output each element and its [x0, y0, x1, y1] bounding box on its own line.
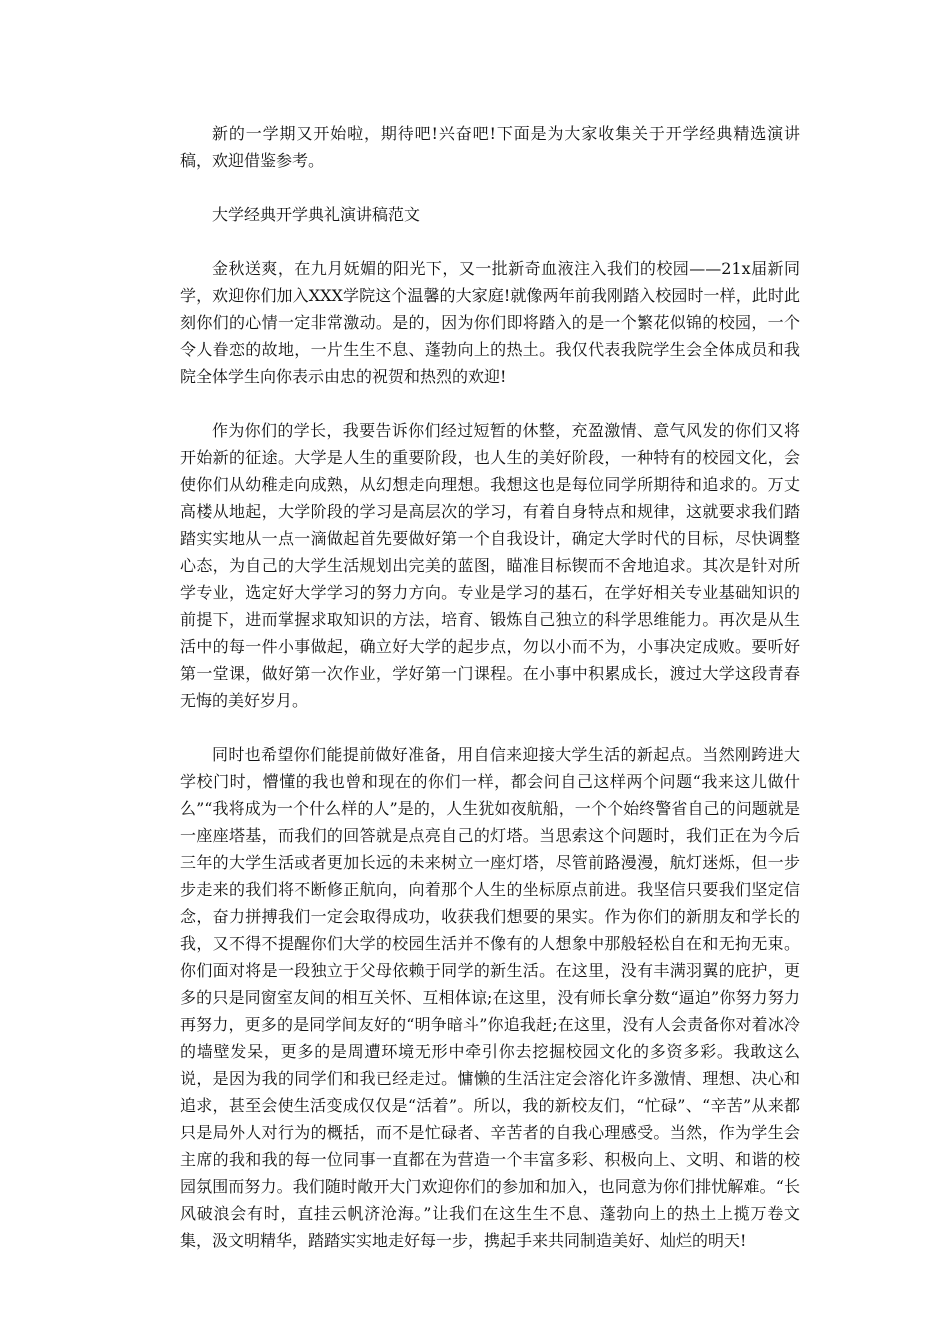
document-body: [180, 120, 800, 1281]
intro-paragraph: 新的一学期又开始啦，期待吧!兴奋吧!下面是为大家收集关于开学经典精选演讲稿，欢迎借鉴参考。: [180, 124, 800, 170]
body-paragraph-1: 金秋送爽，在九月妩媚的阳光下，又一批新奇血液注入我们的校园——21x届新同学，欢迎你们加入XXX学院这个温馨的大家庭!就像两年前我刚踏入校园时一样，此时此刻你们的心情一定非常激动。是的，因为你们即将踏入的是一个繁花似锦的校园，一个令人眷恋的故地，一片生生不息、蓬勃向上的热土。我仅代表我院学生会全体成员和我院全体学生向你表示由忠的祝贺和热烈的欢迎!: [180, 259, 800, 386]
body-paragraph-3: 同时也希望你们能提前做好准备，用自信来迎接大学生活的新起点。当然刚跨进大学校门时，懵懂的我也曾和现在的你们一样，都会问自己这样两个问题“我来这儿做什么”“我将成为一个什么样的人”是的，人生犹如夜航船，一个个始终警省自己的问题就是一座座塔基，而我们的回答就是点亮自己的灯塔。当思索这个问题时，我们正在为今后三年的大学生活或者更加长远的未来树立一座灯塔，尽管前路漫漫，航灯迷烁，但一步步走来的我们将不断修正航向，向着那个人生的坐标原点前进。我坚信只要我们坚定信念，奋力拼搏我们一定会取得成功，收获我们想要的果实。作为你们的新朋友和学长的我，又不得不提醒你们大学的校园生活并不像有的人想象中那般轻松自在和无拘无束。你们面对将是一段独立于父母依赖于同学的新生活。在这里，没有丰满羽翼的庇护，更多的只是同窗室友间的相互关怀、互相体谅;在这里，没有师长拿分数“逼迫”你努力努力再努力，更多的是同学间友好的“明争暗斗”你追我赶;在这里，没有人会责备你对着冰冷的墙壁发呆，更多的是周遭环境无形中牵引你去挖掘校园文化的多资多彩。我敢这么说，是因为我的同学们和我已经走过。慵懒的生活注定会溶化许多激情、理想、决心和追求，甚至会使生活变成仅仅是“活着”。所以，我的新校友们，“忙碌”、“辛苦”从来都只是局外人对行为的概括，而不是忙碌者、辛苦者的自我心理感受。当然，作为学生会主席的我和我的每一位同事一直都在为营造一个丰富多彩、积极向上、文明、和谐的校园氛围而努力。我们随时敞开大门欢迎你们的参加和加入，也同意为你们排忧解难。“长风破浪会有时，直挂云帆济沧海。”让我们在这生生不息、蓬勃向上的热土上揽万卷文集，汲文明精华，踏踏实实地走好每一步，携起手来共同制造美好、灿烂的明天!: [180, 745, 800, 1250]
speech-heading: 大学经典开学典礼演讲稿范文: [212, 205, 421, 224]
body-paragraph-2: 作为你们的学长，我要告诉你们经过短暂的休整，充盈激情、意气风发的你们又将开始新的征途。大学是人生的重要阶段，也人生的美好阶段，一种特有的校园文化，会使你们从幼稚走向成熟，从幻想走向理想。我想这也是每位同学所期待和追求的。万丈高楼从地起，大学阶段的学习是高层次的学习，有着自身特点和规律，这就要求我们踏踏实实地从一点一滴做起首先要做好第一个自我设计，确定大学时代的目标，尽快调整心态，为自己的大学生活规划出完美的蓝图，瞄准目标锲而不舍地追求。其次是针对所学专业，选定好大学学习的努力方向。专业是学习的基石，在学好相关专业基础知识的前提下，进而掌握求取知识的方法，培育、锻炼自己独立的科学思维能力。再次是从生活中的每一件小事做起，确立好大学的起步点，勿以小而不为，小事决定成败。要听好第一堂课，做好第一次作业，学好第一门课程。在小事中积累成长，渡过大学这段青春无悔的美好岁月。: [180, 421, 800, 710]
